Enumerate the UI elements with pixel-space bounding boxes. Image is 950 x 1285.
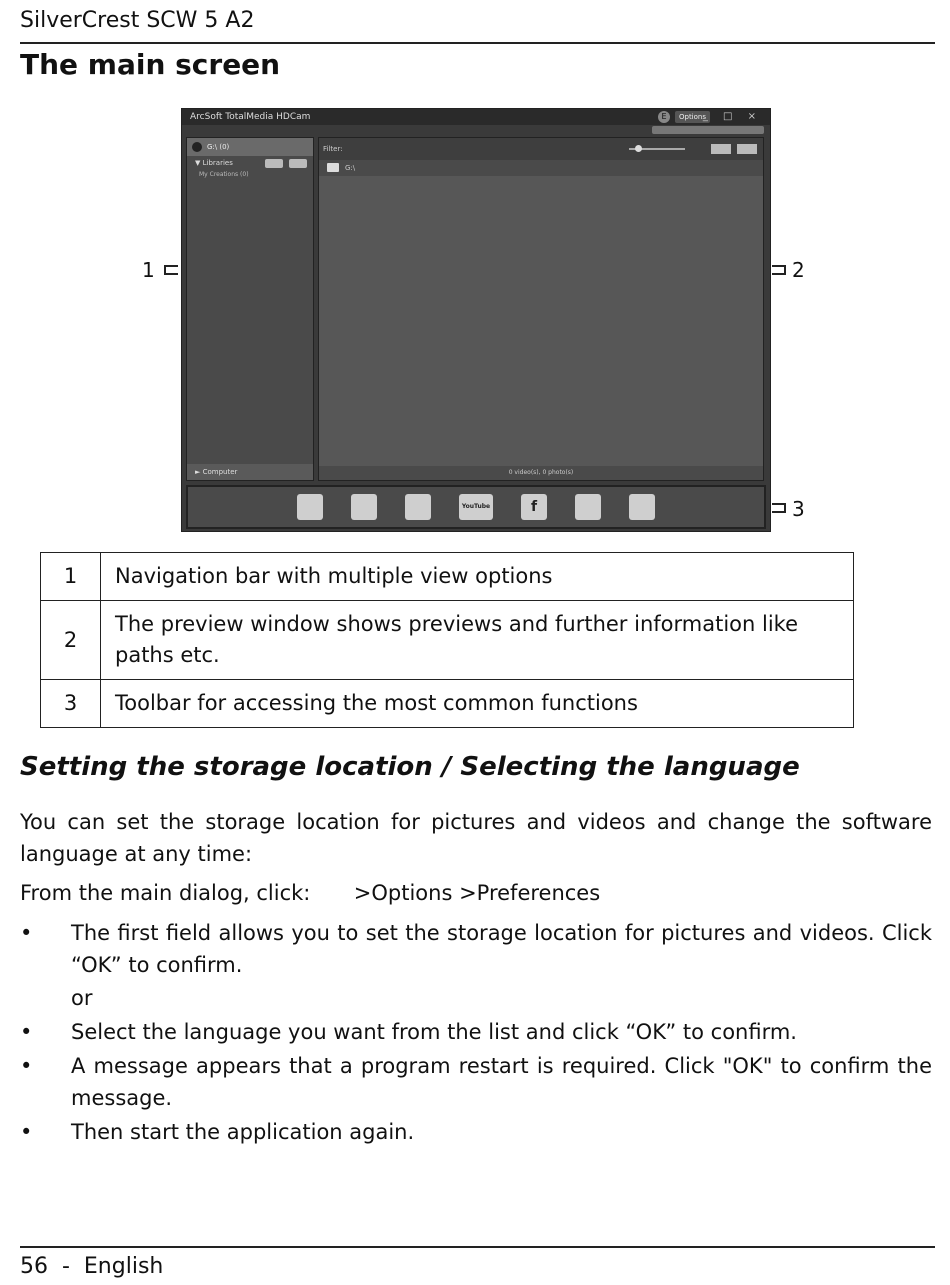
options-button: Options bbox=[675, 111, 710, 123]
window-controls: _ □ × bbox=[702, 111, 762, 122]
edit-icon bbox=[351, 494, 377, 520]
header-rule bbox=[20, 42, 935, 44]
table-row bbox=[41, 601, 854, 680]
disc-icon bbox=[405, 494, 431, 520]
row-number: 2 bbox=[41, 601, 101, 680]
page-footer: 56 - English bbox=[20, 1254, 164, 1279]
reference-table bbox=[40, 552, 854, 728]
preview-window bbox=[318, 137, 764, 481]
document-header: SilverCrest SCW 5 A2 bbox=[20, 8, 255, 33]
e-badge-icon: E bbox=[658, 111, 670, 123]
or-text: or bbox=[71, 986, 93, 1010]
intro-paragraph: You can set the storage location for pictures and videos and change the software language at any time: bbox=[20, 810, 932, 866]
libraries-label: Libraries bbox=[202, 159, 233, 167]
row-number: 1 bbox=[41, 553, 101, 601]
app-screenshot bbox=[181, 108, 771, 532]
computer-label: Computer bbox=[202, 468, 238, 476]
share-icon bbox=[297, 494, 323, 520]
bullet-text: A message appears that a program restart is required. Click "OK" to confirm the message. bbox=[71, 1054, 932, 1110]
section-heading: Setting the storage location / Selecting the language bbox=[20, 752, 800, 782]
path-bar: G:\ bbox=[319, 160, 763, 176]
app-title-bar bbox=[182, 109, 770, 125]
title-progress-strip bbox=[652, 126, 764, 134]
grid-view-icon bbox=[711, 144, 731, 154]
zoom-slider-knob bbox=[635, 145, 642, 152]
list-item bbox=[20, 1050, 932, 1114]
app-title: ArcSoft TotalMedia HDCam bbox=[190, 112, 311, 122]
row-text: The preview window shows previews and further information like paths etc. bbox=[101, 601, 854, 680]
callout-2: 2 bbox=[792, 258, 805, 282]
row-text: Navigation bar with multiple view options bbox=[101, 553, 854, 601]
bullet-icon: • bbox=[20, 921, 33, 945]
click-instruction-label: From the main dialog, click: bbox=[20, 881, 311, 905]
filter-label: Filter: bbox=[323, 145, 343, 153]
bullet-text: The first field allows you to set the storage location for pictures and videos. Click “OK” to confirm. bbox=[71, 921, 932, 977]
callout-1: 1 bbox=[142, 258, 155, 282]
list-item bbox=[20, 1016, 932, 1048]
youtube-icon: YouTube bbox=[459, 494, 493, 520]
list-item bbox=[20, 1116, 932, 1148]
photo-icon bbox=[629, 494, 655, 520]
bullet-icon: • bbox=[20, 1020, 33, 1044]
filter-toolbar bbox=[319, 138, 763, 160]
facebook-icon: f bbox=[521, 494, 547, 520]
table-row bbox=[41, 680, 854, 728]
callout-1-bracket bbox=[164, 265, 178, 275]
function-toolbar bbox=[186, 485, 766, 529]
list-view-icon bbox=[737, 144, 757, 154]
main-heading: The main screen bbox=[20, 48, 281, 81]
row-text: Toolbar for accessing the most common functions bbox=[101, 680, 854, 728]
my-creations-item: My Creations (0) bbox=[199, 171, 249, 178]
list-item bbox=[20, 917, 932, 981]
library-settings-icon bbox=[289, 159, 307, 168]
click-instruction-path: >Options >Preferences bbox=[353, 881, 601, 905]
row-number: 3 bbox=[41, 680, 101, 728]
bullet-icon: • bbox=[20, 1120, 33, 1144]
computer-item: ► Computer bbox=[187, 464, 313, 480]
navigation-bar bbox=[186, 137, 314, 481]
bullet-text: Select the language you want from the list and click “OK” to confirm. bbox=[71, 1020, 797, 1044]
slideshow-icon bbox=[575, 494, 601, 520]
click-instruction bbox=[20, 877, 932, 909]
footer-rule bbox=[20, 1246, 935, 1248]
libraries-header: ▼ Libraries bbox=[187, 156, 313, 170]
callout-3-bracket bbox=[772, 503, 786, 513]
status-text: 0 video(s), 0 photo(s) bbox=[319, 466, 763, 480]
bullet-text: Then start the application again. bbox=[71, 1120, 415, 1144]
bullet-icon: • bbox=[20, 1054, 33, 1078]
callout-2-bracket bbox=[772, 265, 786, 275]
drive-item: G:\ (0) bbox=[187, 138, 313, 156]
library-add-icon bbox=[265, 159, 283, 168]
table-row bbox=[41, 553, 854, 601]
callout-3: 3 bbox=[792, 497, 805, 521]
